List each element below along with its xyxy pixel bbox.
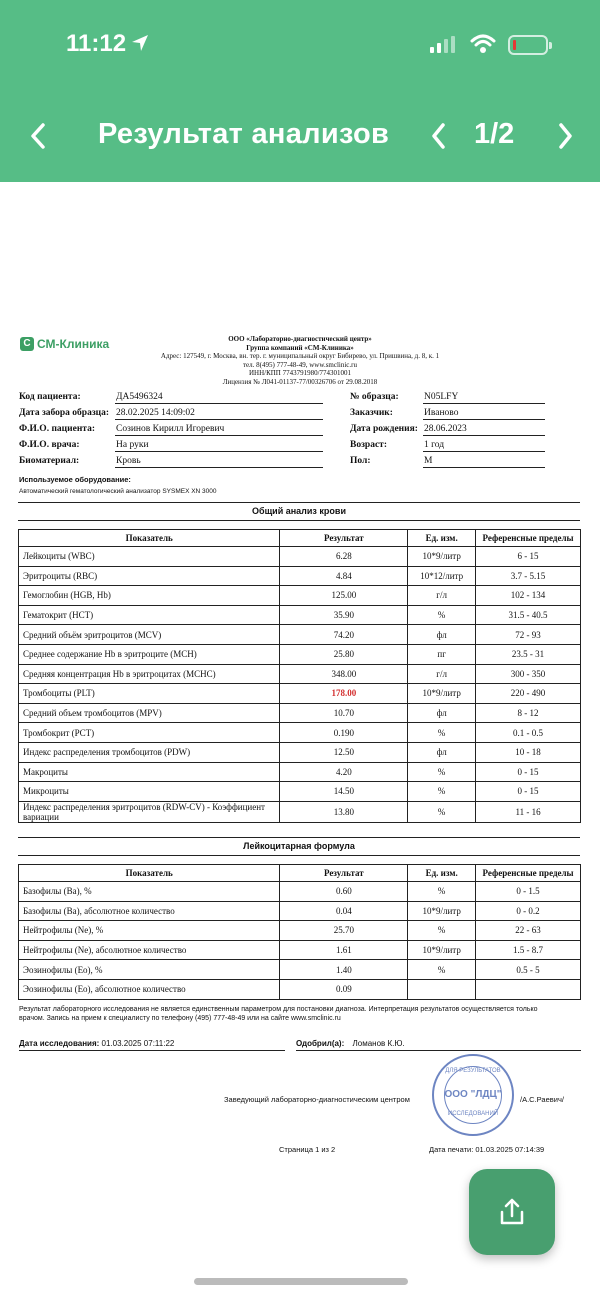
table-row <box>19 742 581 762</box>
column-header: Ед. изм. <box>408 865 476 882</box>
table-row <box>19 586 581 606</box>
column-header: Показатель <box>19 530 280 547</box>
indicator-name: Тромбокрит (PCT) <box>19 723 280 743</box>
column-header: Референсные пределы <box>476 865 581 882</box>
reference-range: 300 - 350 <box>476 664 581 684</box>
back-chevron-icon[interactable] <box>28 122 48 150</box>
indicator-name: Индекс распределения тромбоцитов (PDW) <box>19 742 280 762</box>
indicator-name: Базофилы (Ba), абсолютное количество <box>19 901 280 921</box>
disclaimer-note: Результат лабораторного исследования не является единственным параметром для постановки диагноза. Интерпретация результатов осуществляется только врачом. Запись на прием к специалисту по телефону (495) 777-48-49 или на сайте www.smclinic.ru <box>19 1006 538 1022</box>
table-header-row <box>19 865 581 882</box>
reference-range: 0 - 15 <box>476 782 581 802</box>
reference-range: 10 - 18 <box>476 742 581 762</box>
indicator-name: Среднее содержание Hb в эритроците (MCH) <box>19 644 280 664</box>
reference-range: 0 - 15 <box>476 762 581 782</box>
reference-range: 0 - 0.2 <box>476 901 581 921</box>
result-value: 10.70 <box>280 703 408 723</box>
app-header <box>0 0 600 182</box>
patient-info-left <box>19 391 319 466</box>
indicator-name: Микроциты <box>19 782 280 802</box>
reference-range: 1.5 - 8.7 <box>476 940 581 960</box>
stamp-middle-text: ООО "ЛДЦ" <box>444 1089 502 1100</box>
result-value: 1.61 <box>280 940 408 960</box>
table-row <box>19 664 581 684</box>
unit: 10*12/литр <box>408 566 476 586</box>
previous-page-icon[interactable] <box>430 122 448 150</box>
page-footer: Страница 1 из 2 <box>279 1145 336 1154</box>
unit: % <box>408 882 476 902</box>
table-row <box>19 782 581 802</box>
org-line: ООО «Лабораторно-диагностический центр» <box>228 335 372 343</box>
indicator-name: Эозинофилы (Eo), абсолютное количество <box>19 979 280 999</box>
unit: % <box>408 723 476 743</box>
page-indicator: 1/2 <box>474 118 515 150</box>
approved-label: Одобрил(а): <box>296 1039 345 1048</box>
leuko-table <box>18 864 581 1000</box>
reference-range: 22 - 63 <box>476 921 581 941</box>
reference-range: 0.5 - 5 <box>476 960 581 980</box>
stamp-bottom-text: ИССЛЕДОВАНИЙ <box>447 1111 499 1117</box>
indicator-name: Средний объём эритроцитов (MCV) <box>19 625 280 645</box>
result-value: 25.70 <box>280 921 408 941</box>
org-line: ИНН/КПП 7743791980/774301001 <box>248 369 352 377</box>
indicator-name: Гемоглобин (HGB, Hb) <box>19 586 280 606</box>
indicator-name: Индекс распределения эритроцитов (RDW-CV) - Коэффициент вариации <box>19 801 280 822</box>
page-title: Результат анализов <box>98 118 390 150</box>
table-row <box>19 703 581 723</box>
sex: М <box>423 455 545 468</box>
table-row <box>19 566 581 586</box>
table-row <box>19 882 581 902</box>
indicator-name: Базофилы (Ba), % <box>19 882 280 902</box>
unit: фл <box>408 703 476 723</box>
indicator-name: Средняя концентрация Hb в эритроцитах (MCHC) <box>19 664 280 684</box>
print-date-label: Дата печати: <box>429 1145 474 1154</box>
share-icon <box>498 1197 526 1227</box>
head-of-lab-name: /А.С.Раевич/ <box>520 1095 564 1104</box>
patient-code-label: Код пациента: <box>19 392 81 402</box>
unit: г/л <box>408 586 476 606</box>
unit: 10*9/литр <box>408 547 476 567</box>
share-button[interactable] <box>469 1169 555 1255</box>
cellular-signal-icon <box>430 36 456 54</box>
equipment-label: Используемое оборудование: <box>19 475 131 484</box>
reference-range: 102 - 134 <box>476 586 581 606</box>
unit: % <box>408 960 476 980</box>
table-row <box>19 940 581 960</box>
location-arrow-icon <box>130 33 150 53</box>
result-value: 35.90 <box>280 605 408 625</box>
unit: % <box>408 605 476 625</box>
report-document[interactable] <box>0 182 600 1300</box>
print-date-line <box>429 1145 544 1154</box>
result-value: 74.20 <box>280 625 408 645</box>
unit: 10*9/литр <box>408 940 476 960</box>
unit: % <box>408 921 476 941</box>
reference-range: 31.5 - 40.5 <box>476 605 581 625</box>
reference-range: 11 - 16 <box>476 801 581 822</box>
org-line: тел. 8(495) 777-48-49, www.smclinic.ru <box>243 360 357 369</box>
column-header: Результат <box>280 530 408 547</box>
table-row <box>19 644 581 664</box>
patient-name-label: Ф.И.О. пациента: <box>19 424 95 434</box>
logo-mark-icon: С <box>20 337 34 351</box>
patient-info-right <box>350 391 580 466</box>
table-row <box>19 762 581 782</box>
result-value: 0.09 <box>280 979 408 999</box>
unit: пг <box>408 644 476 664</box>
approved-by: Ломанов К.Ю. <box>352 1039 405 1048</box>
home-indicator[interactable] <box>194 1278 408 1285</box>
battery-icon <box>508 35 548 55</box>
doctor-name: На руки <box>115 439 323 452</box>
reference-range: 72 - 93 <box>476 625 581 645</box>
age: 1 год <box>423 439 545 452</box>
result-value: 4.84 <box>280 566 408 586</box>
reference-range: 0.1 - 0.5 <box>476 723 581 743</box>
unit: фл <box>408 625 476 645</box>
clinic-logo <box>20 337 109 351</box>
unit: % <box>408 782 476 802</box>
unit <box>408 979 476 999</box>
unit: % <box>408 801 476 822</box>
table-row <box>19 547 581 567</box>
table-header-row <box>19 530 581 547</box>
next-page-icon[interactable] <box>556 122 574 150</box>
customer-label: Заказчик: <box>350 408 393 418</box>
biomaterial-label: Биоматериал: <box>19 456 80 466</box>
column-header: Показатель <box>19 865 280 882</box>
approved-line <box>296 1039 581 1051</box>
reference-range: 220 - 490 <box>476 684 581 704</box>
indicator-name: Гематокрит (HCT) <box>19 605 280 625</box>
indicator-name: Тромбоциты (PLT) <box>19 684 280 704</box>
indicator-name: Средний объем тромбоцитов (MPV) <box>19 703 280 723</box>
result-value: 0.60 <box>280 882 408 902</box>
reference-range: 3.7 - 5.15 <box>476 566 581 586</box>
birth-date: 28.06.2023 <box>423 423 545 436</box>
table-row <box>19 960 581 980</box>
study-date: 01.03.2025 07:11:22 <box>101 1039 175 1048</box>
table-row <box>19 625 581 645</box>
result-value: 1.40 <box>280 960 408 980</box>
unit: 10*9/литр <box>408 901 476 921</box>
indicator-name: Нейтрофилы (Ne), % <box>19 921 280 941</box>
unit: г/л <box>408 664 476 684</box>
column-header: Ед. изм. <box>408 530 476 547</box>
column-header: Результат <box>280 865 408 882</box>
org-line: Лицензия № Л041-01137-77/00326706 от 29.08.2018 <box>222 377 378 386</box>
head-of-lab-label: Заведующий лабораторно-диагностическим центром <box>224 1095 410 1104</box>
sample-number-label: № образца: <box>350 392 399 402</box>
unit: 10*9/литр <box>408 684 476 704</box>
sample-number: N05LFY <box>423 391 545 404</box>
indicator-name: Нейтрофилы (Ne), абсолютное количество <box>19 940 280 960</box>
indicator-name: Эритроциты (RBC) <box>19 566 280 586</box>
wifi-icon <box>470 33 496 55</box>
equipment: Автоматический гематологический анализатор SYSMEX XN 3000 <box>19 488 217 495</box>
table-row <box>19 723 581 743</box>
result-value: 0.04 <box>280 901 408 921</box>
unit: % <box>408 762 476 782</box>
patient-code: ДА5496324 <box>115 391 323 404</box>
biomaterial: Кровь <box>115 455 323 468</box>
customer: Иваново <box>423 407 545 420</box>
org-line: Адрес: 127549, г. Москва, вн. тер. г. муниципальный округ Бибирево, ул. Пришвина, д. 8, к. 1 <box>160 352 440 360</box>
reference-range: 6 - 15 <box>476 547 581 567</box>
result-value: 348.00 <box>280 664 408 684</box>
indicator-name: Макроциты <box>19 762 280 782</box>
table-row <box>19 901 581 921</box>
seal-stamp <box>432 1054 514 1136</box>
cbc-section-title: Общий анализ крови <box>18 502 580 521</box>
table-row <box>19 605 581 625</box>
birth-date-label: Дата рождения: <box>350 424 418 434</box>
study-date-line <box>19 1039 285 1051</box>
indicator-name: Лейкоциты (WBC) <box>19 547 280 567</box>
doctor-label: Ф.И.О. врача: <box>19 440 80 450</box>
sample-date-label: Дата забора образца: <box>19 408 110 418</box>
table-row <box>19 684 581 704</box>
reference-range: 8 - 12 <box>476 703 581 723</box>
status-time: 11:12 <box>66 30 127 57</box>
reference-range: 23.5 - 31 <box>476 644 581 664</box>
sample-date: 28.02.2025 14:09:02 <box>115 407 323 420</box>
cbc-table <box>18 529 581 823</box>
sex-label: Пол: <box>350 456 371 466</box>
result-value: 25.80 <box>280 644 408 664</box>
age-label: Возраст: <box>350 440 387 450</box>
leuko-section-title: Лейкоцитарная формула <box>18 837 580 856</box>
logo-text: СМ-Клиника <box>37 337 110 351</box>
result-value: 12.50 <box>280 742 408 762</box>
stamp-top-text: ДЛЯ РЕЗУЛЬТАТОВ <box>445 1068 501 1074</box>
column-header: Референсные пределы <box>476 530 581 547</box>
result-value: 6.28 <box>280 547 408 567</box>
study-date-label: Дата исследования: <box>19 1039 100 1048</box>
reference-range: 0 - 1.5 <box>476 882 581 902</box>
table-row <box>19 921 581 941</box>
patient-name: Созинов Кирилл Игоревич <box>115 423 323 436</box>
result-value: 14.50 <box>280 782 408 802</box>
indicator-name: Эозинофилы (Eo), % <box>19 960 280 980</box>
table-row <box>19 801 581 822</box>
reference-range <box>476 979 581 999</box>
result-value: 4.20 <box>280 762 408 782</box>
org-line: Группа компаний «СМ-Клиника» <box>246 343 354 352</box>
table-row <box>19 979 581 999</box>
print-date: 01.03.2025 07:14:39 <box>475 1145 545 1154</box>
org-header <box>130 335 470 386</box>
result-value: 13.80 <box>280 801 408 822</box>
unit: фл <box>408 742 476 762</box>
result-value: 178.00 <box>280 684 408 704</box>
result-value: 0.190 <box>280 723 408 743</box>
result-value: 125.00 <box>280 586 408 606</box>
